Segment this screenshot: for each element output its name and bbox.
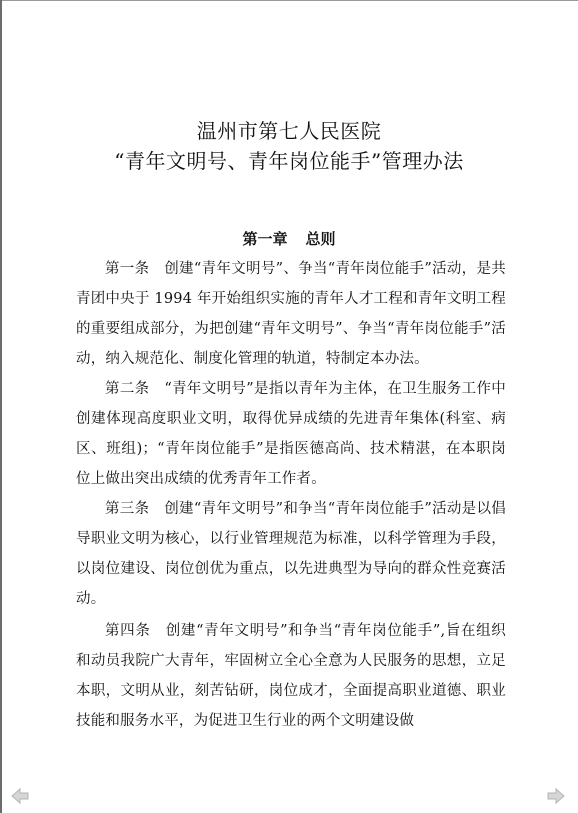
document-title-line1: 温州市第七人民医院 bbox=[196, 119, 382, 143]
prev-page-button[interactable] bbox=[10, 786, 30, 806]
article-1 bbox=[76, 254, 506, 374]
chapter-name: 总则 bbox=[305, 230, 336, 248]
next-page-button[interactable] bbox=[546, 786, 566, 806]
article-3 bbox=[76, 494, 506, 614]
document-page bbox=[76, 0, 506, 813]
chapter-heading bbox=[0, 228, 578, 249]
article-label: 第四条 bbox=[105, 623, 151, 639]
article-label: 第三条 bbox=[105, 501, 150, 517]
article-4 bbox=[76, 616, 506, 736]
article-label: 第二条 bbox=[105, 381, 150, 397]
arrow-left-icon bbox=[10, 786, 30, 806]
arrow-right-icon bbox=[546, 786, 566, 806]
chapter-number: 第一章 bbox=[242, 230, 288, 248]
article-label: 第一条 bbox=[105, 261, 150, 277]
article-text: “青年文明号”是指以青年为主体，在卫生服务工作中创建体现高度职业文明，取得优异成绩的先进青年集体(科室、病区、班组)；“青年岗位能手”是指医德高尚、技术精湛，在本职岗位上做出突出成绩的优秀青年工作者。 bbox=[76, 381, 507, 487]
article-text: 创建“青年文明号”、争当“青年岗位能手”活动，是共青团中央于 1994 年开始组织实施的青年人才工程和青年文明工程的重要组成部分，为把创建“青年文明号”、争当“青年岗位能手”活动，纳入规范化、制度化管理的轨道，特制定本办法。 bbox=[76, 261, 506, 367]
article-2 bbox=[76, 374, 506, 494]
article-text: 创建“青年文明号”和争当“青年岗位能手”,旨在组织和动员我院广大青年，牢固树立全心全意为人民服务的思想，立足本职，文明从业，刻苦钻研，岗位成才，全面提高职业道德、职业技能和服务水平，为促进卫生行业的两个文明建设做 bbox=[76, 623, 507, 729]
document-title-line2: “青年文明号、青年岗位能手”管理办法 bbox=[114, 149, 464, 173]
article-text: 创建“青年文明号”和争当“青年岗位能手”活动是以倡导职业文明为核心，以行业管理规范为标准，以科学管理为手段，以岗位建设、岗位创优为重点，以先进典型为导向的群众性竞赛活动。 bbox=[76, 501, 506, 607]
